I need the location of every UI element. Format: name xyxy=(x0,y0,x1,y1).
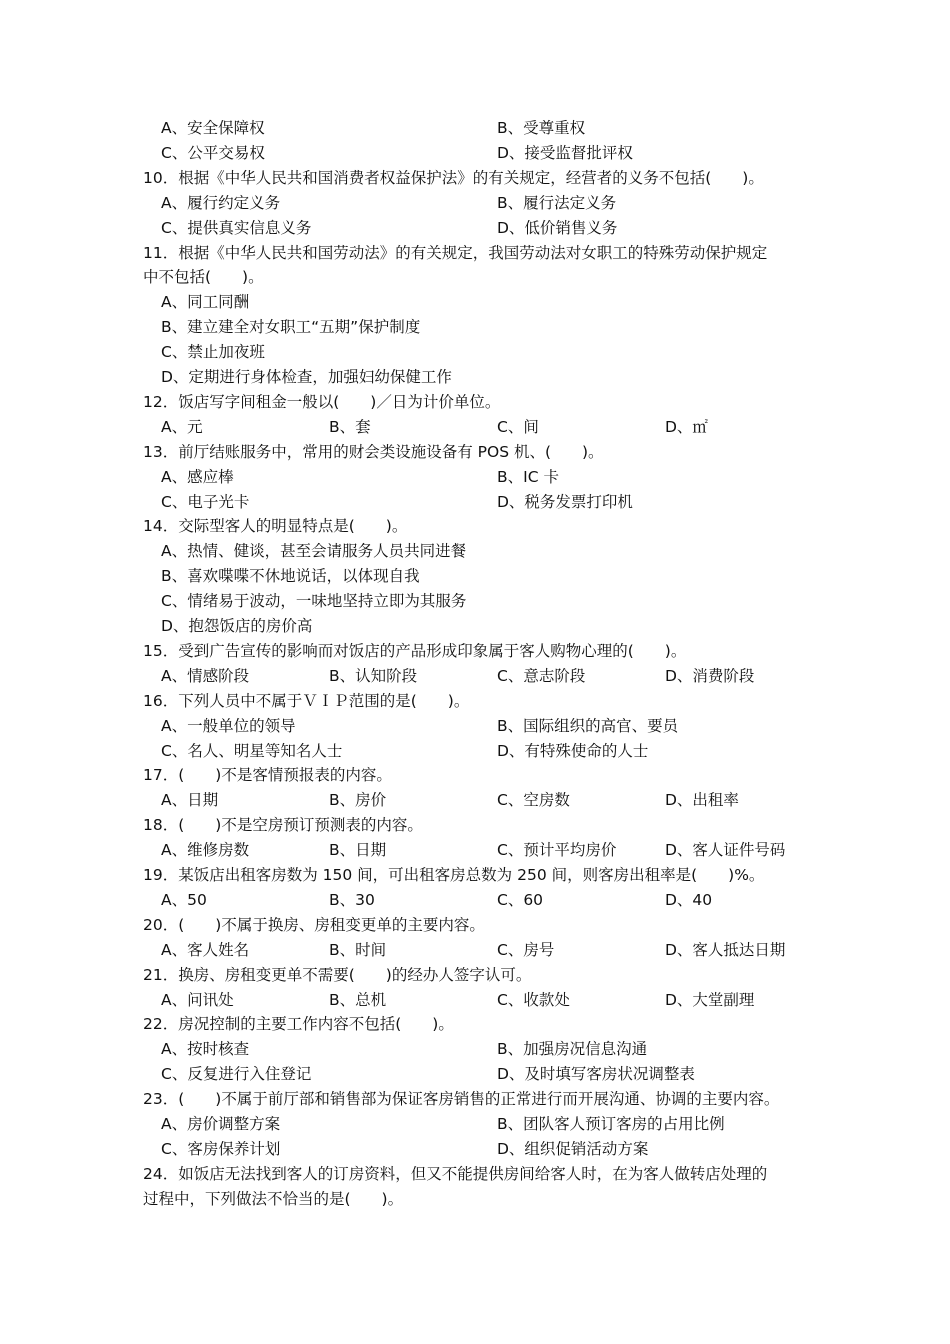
option-c: C、间 xyxy=(497,417,539,436)
question-line: 15．受到广告宣传的影响而对饭店的产品形成印象属于客人购物心理的( )。 xyxy=(143,641,687,660)
option-row xyxy=(143,1062,823,1087)
option-row xyxy=(143,116,823,141)
option-left: A、安全保障权 xyxy=(161,119,265,137)
option-row xyxy=(143,664,823,689)
question-line: 11．根据《中华人民共和国劳动法》的有关规定，我国劳动法对女职工的特殊劳动保护规定 xyxy=(143,243,768,262)
option-a: A、情感阶段 xyxy=(161,666,250,685)
option-right: D、有特殊使命的人士 xyxy=(497,741,649,760)
option-a: A、问讯处 xyxy=(161,990,234,1009)
option-c: C、收款处 xyxy=(497,990,570,1009)
option-left: A、感应棒 xyxy=(161,467,234,486)
option-left: C、公平交易权 xyxy=(161,143,265,162)
option-left: C、提供真实信息义务 xyxy=(161,218,312,237)
option-right: D、及时填写客房状况调整表 xyxy=(497,1065,695,1084)
option-c: C、空房数 xyxy=(497,791,570,810)
option-row xyxy=(143,739,823,764)
option-b: B、30 xyxy=(329,890,375,909)
option-line xyxy=(143,365,823,390)
question-line: 13．前厅结账服务中，常用的财会类设施设备有 POS 机、( )。 xyxy=(143,442,604,461)
option-line xyxy=(143,539,823,564)
option-row xyxy=(143,191,823,216)
option-c: C、预计平均房价 xyxy=(497,841,617,860)
option-right: B、团队客人预订客房的占用比例 xyxy=(497,1115,725,1133)
option-line xyxy=(143,340,823,365)
option-text: A、同工同酬 xyxy=(161,293,250,312)
question-line: 19．某饭店出租客房数为 150 间，可出租客房总数为 250 间，则客房出租率是( )%。 xyxy=(143,866,765,884)
option-d: D、客人抵达日期 xyxy=(665,940,786,959)
option-right: B、受尊重权 xyxy=(497,119,586,137)
option-text: C、情绪易于波动，一味地坚持立即为其服务 xyxy=(161,592,467,611)
option-c: C、60 xyxy=(497,890,544,909)
option-text: B、建立建全对女职工“五期”保护制度 xyxy=(161,318,421,337)
option-text: A、热情、健谈，甚至会请服务人员共同进餐 xyxy=(161,542,467,561)
option-a: A、客人姓名 xyxy=(161,940,250,959)
question-line: 17．( )不是客情预报表的内容。 xyxy=(143,766,392,785)
option-a: A、元 xyxy=(161,417,203,436)
option-text: D、定期进行身体检查，加强妇幼保健工作 xyxy=(161,368,452,386)
option-left: A、一般单位的领导 xyxy=(161,716,296,735)
question-line: 22．房况控制的主要工作内容不包括( )。 xyxy=(143,1015,454,1034)
option-right: D、组织促销活动方案 xyxy=(497,1139,649,1158)
option-line xyxy=(143,614,823,639)
option-b: B、套 xyxy=(329,417,371,436)
question-line: 24．如饭店无法找到客人的订房资料，但又不能提供房间给客人时，在为客人做转店处理的 xyxy=(143,1164,768,1183)
option-right: B、加强房况信息沟通 xyxy=(497,1040,648,1059)
option-row xyxy=(143,415,823,440)
option-text: D、抱怨饭店的房价高 xyxy=(161,617,313,635)
question-line: 20．( )不属于换房、房租变更单的主要内容。 xyxy=(143,915,485,934)
option-d: D、㎡ xyxy=(665,417,708,436)
question-line: 21．换房、房租变更单不需要( )的经办人签字认可。 xyxy=(143,965,532,984)
question-line: 23．( )不属于前厅部和销售部为保证客房销售的正常进行而开展沟通、协调的主要内容。 xyxy=(143,1090,780,1109)
option-row xyxy=(143,465,823,490)
option-row xyxy=(143,1037,823,1062)
option-row xyxy=(143,1137,823,1162)
option-text: C、禁止加夜班 xyxy=(161,343,265,362)
option-line xyxy=(143,589,823,614)
option-right: D、接受监督批评权 xyxy=(497,143,633,162)
question-line: 16．下列人员中不属于ＶＩＰ范围的是( )。 xyxy=(143,691,470,710)
option-row xyxy=(143,216,823,241)
option-left: C、名人、明星等知名人士 xyxy=(161,741,343,760)
option-text: B、喜欢喋喋不休地说话，以体现自我 xyxy=(161,567,420,586)
question-line: 18．( )不是空房预订预测表的内容。 xyxy=(143,816,423,835)
option-left: A、按时核查 xyxy=(161,1040,250,1059)
question-line: 过程中，下列做法不恰当的是( )。 xyxy=(143,1189,404,1208)
option-a: A、日期 xyxy=(161,791,219,810)
option-a: A、维修房数 xyxy=(161,841,250,860)
option-left: C、反复进行入住登记 xyxy=(161,1065,312,1084)
option-b: B、总机 xyxy=(329,990,387,1009)
question-line: 中不包括( )。 xyxy=(143,268,264,287)
question-line: 10．根据《中华人民共和国消费者权益保护法》的有关规定，经营者的义务不包括( )。 xyxy=(143,168,764,187)
option-c: C、意志阶段 xyxy=(497,666,586,685)
option-b: B、日期 xyxy=(329,841,387,860)
option-b: B、房价 xyxy=(329,791,387,810)
question-line: 12．饭店写字间租金一般以( )／日为计价单位。 xyxy=(143,392,501,411)
question-line: 14．交际型客人的明显特点是( )。 xyxy=(143,517,408,536)
option-row xyxy=(143,938,823,963)
option-row xyxy=(143,888,823,913)
option-b: B、认知阶段 xyxy=(329,666,418,685)
option-right: D、低价销售义务 xyxy=(497,218,618,237)
option-a: A、50 xyxy=(161,890,207,909)
option-right: D、税务发票打印机 xyxy=(497,492,633,511)
option-d: D、大堂副理 xyxy=(665,990,755,1009)
option-row xyxy=(143,838,823,863)
option-row xyxy=(143,788,823,813)
option-row xyxy=(143,490,823,515)
option-d: D、出租率 xyxy=(665,791,739,810)
option-right: B、IC 卡 xyxy=(497,467,559,486)
option-left: A、房价调整方案 xyxy=(161,1115,281,1133)
option-left: A、履行约定义务 xyxy=(161,193,281,212)
option-line xyxy=(143,315,823,340)
option-row xyxy=(143,141,823,166)
option-d: D、40 xyxy=(665,890,713,909)
option-left: C、客房保养计划 xyxy=(161,1139,281,1158)
option-b: B、时间 xyxy=(329,940,387,959)
option-row xyxy=(143,988,823,1013)
option-d: D、客人证件号码 xyxy=(665,841,786,860)
option-row xyxy=(143,1112,823,1137)
option-line xyxy=(143,290,823,315)
option-right: B、国际组织的高官、要员 xyxy=(497,716,679,735)
option-row xyxy=(143,714,823,739)
option-right: B、履行法定义务 xyxy=(497,193,617,212)
option-d: D、消费阶段 xyxy=(665,666,755,685)
option-c: C、房号 xyxy=(497,940,555,959)
option-left: C、电子光卡 xyxy=(161,492,250,511)
option-line xyxy=(143,564,823,589)
